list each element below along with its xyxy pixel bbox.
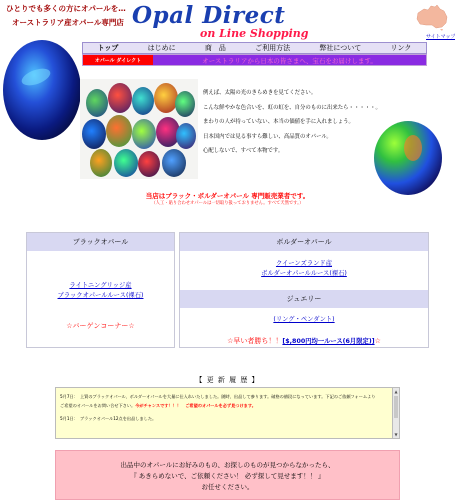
- main-nav: [82, 42, 427, 54]
- jewelry-link[interactable]: (リング・ペンダント): [273, 316, 335, 323]
- history-entry: 5月7日： 上質のブラックオパール、ボルダーオパールを大量に仕入れいたしました。随時、出品して参ります。破格の値段になっています。下記のご依頼フォームより: [60, 394, 376, 399]
- intro-line: まわりの人が持っていない、本当の価値を手に入れましょう。: [203, 119, 354, 125]
- nav-item-products[interactable]: 商 品: [204, 44, 226, 52]
- intro-text: [203, 88, 381, 161]
- opal-stone: [162, 149, 186, 177]
- opal-stone: [138, 151, 160, 177]
- opal-stone: [82, 119, 106, 149]
- logo-subtitle: on Line Shopping: [200, 27, 309, 40]
- history-entry: [60, 401, 388, 410]
- history-title: 【 更 新 履 歴 】: [195, 376, 260, 384]
- scroll-thumb[interactable]: [394, 396, 398, 418]
- logo-title[interactable]: Opal Direct: [132, 2, 286, 29]
- boulder-opal-link-region[interactable]: クイーンズランド産: [275, 260, 333, 267]
- history-scrollbar[interactable]: [392, 388, 399, 438]
- opal-stone: [175, 91, 195, 117]
- boulder-opal-box: [179, 232, 429, 348]
- footer-line2[interactable]: 『 あきらめないで、ご依頼ください！ 必ず探して見せます！！ 』: [130, 472, 325, 480]
- history-panel: [55, 387, 400, 439]
- banner: [82, 54, 427, 66]
- promo-link[interactable]: [$,800円均一ルース(6月限定)]: [282, 338, 375, 345]
- bargain-corner-link[interactable]: ☆バーゲンコーナー☆: [66, 322, 135, 330]
- nav-item-top[interactable]: トップ: [97, 44, 119, 52]
- boulder-opal-link-loose[interactable]: ボルダーオパールルース(裸石): [261, 270, 347, 277]
- nav-item-intro[interactable]: はじめに: [147, 44, 176, 52]
- opal-collection-photo: [80, 79, 198, 179]
- banner-message: オーストラリアから日本の皆さまへ、宝石をお届けします。: [153, 55, 426, 65]
- promo-prefix: ☆早い者勝ち！！: [227, 337, 283, 345]
- opal-stone: [108, 83, 132, 113]
- australia-map-icon[interactable]: [414, 3, 450, 31]
- nav-item-links[interactable]: リンク: [390, 44, 412, 52]
- boulder-opal-heading: ボルダーオパール: [180, 233, 428, 251]
- tagline-line1: ひとりでも多くの方にオパールを…: [6, 4, 126, 13]
- notice-sub: （人工・貼り合わせオパールは一切取り扱っておりません。すべて天然です。）: [151, 201, 304, 206]
- opal-stone: [114, 149, 138, 177]
- black-opal-box: [26, 232, 175, 348]
- intro-line: 例えば、太陽の光のきらめきを見てください。: [203, 90, 317, 96]
- promo-suffix: ☆: [374, 337, 381, 345]
- request-footer: [55, 450, 400, 500]
- nav-item-howto[interactable]: ご利用方法: [255, 44, 291, 52]
- opal-stone-image-right: [374, 121, 442, 195]
- opal-stone-image-left: [3, 40, 81, 140]
- nav-item-about[interactable]: 弊社について: [319, 44, 362, 52]
- banner-label: オパール ダイレクト: [83, 55, 153, 65]
- history-entry-text: ご希望のオパールをお問い合せ下さい。: [60, 403, 136, 408]
- opal-stone: [106, 115, 132, 147]
- footer-line3: お任せください。: [201, 483, 254, 491]
- black-opal-link-region[interactable]: ライトニングリッジ産: [69, 282, 132, 289]
- tagline-line2: オーストラリア産オパール専門店: [12, 18, 124, 27]
- sitemap-link[interactable]: サイトマップ: [426, 34, 455, 40]
- opal-stone: [176, 123, 196, 149]
- black-opal-heading: ブラックオパール: [27, 233, 174, 251]
- scroll-down-icon[interactable]: ▼: [394, 432, 398, 437]
- intro-line: 心配しないで、すべて本物です。: [203, 148, 284, 154]
- history-entry-highlight: 今がチャンスです！！！ ご希望のオパールを必ず見つけます。: [135, 403, 256, 408]
- intro-line: こんな鮮やかな色合いを、虹の虹を、自分のものに出来たら・・・・・。: [203, 104, 381, 111]
- history-entry: 5月1日： ブラックオパール12点を出品しました。: [60, 416, 157, 421]
- opal-stone: [132, 87, 154, 115]
- opal-stone: [132, 119, 156, 149]
- scroll-up-icon[interactable]: ▲: [394, 389, 398, 394]
- opal-stone: [90, 149, 112, 177]
- footer-line1: 出品中のオパールにお好みのもの、お探しのものが見つからなかったら、: [120, 461, 335, 469]
- jewelry-heading: ジュエリー: [180, 290, 428, 308]
- opal-stone: [154, 83, 178, 113]
- opal-stone: [86, 89, 108, 117]
- notice-main: 当店はブラック・ボルダーオパール 専門販売業者です。: [145, 192, 310, 200]
- history-content: [56, 388, 392, 438]
- black-opal-link-loose[interactable]: ブラックオパールルース(裸石): [57, 292, 144, 299]
- intro-line: 日本国内では見る事すら難しい、高品質のオパール。: [203, 133, 332, 140]
